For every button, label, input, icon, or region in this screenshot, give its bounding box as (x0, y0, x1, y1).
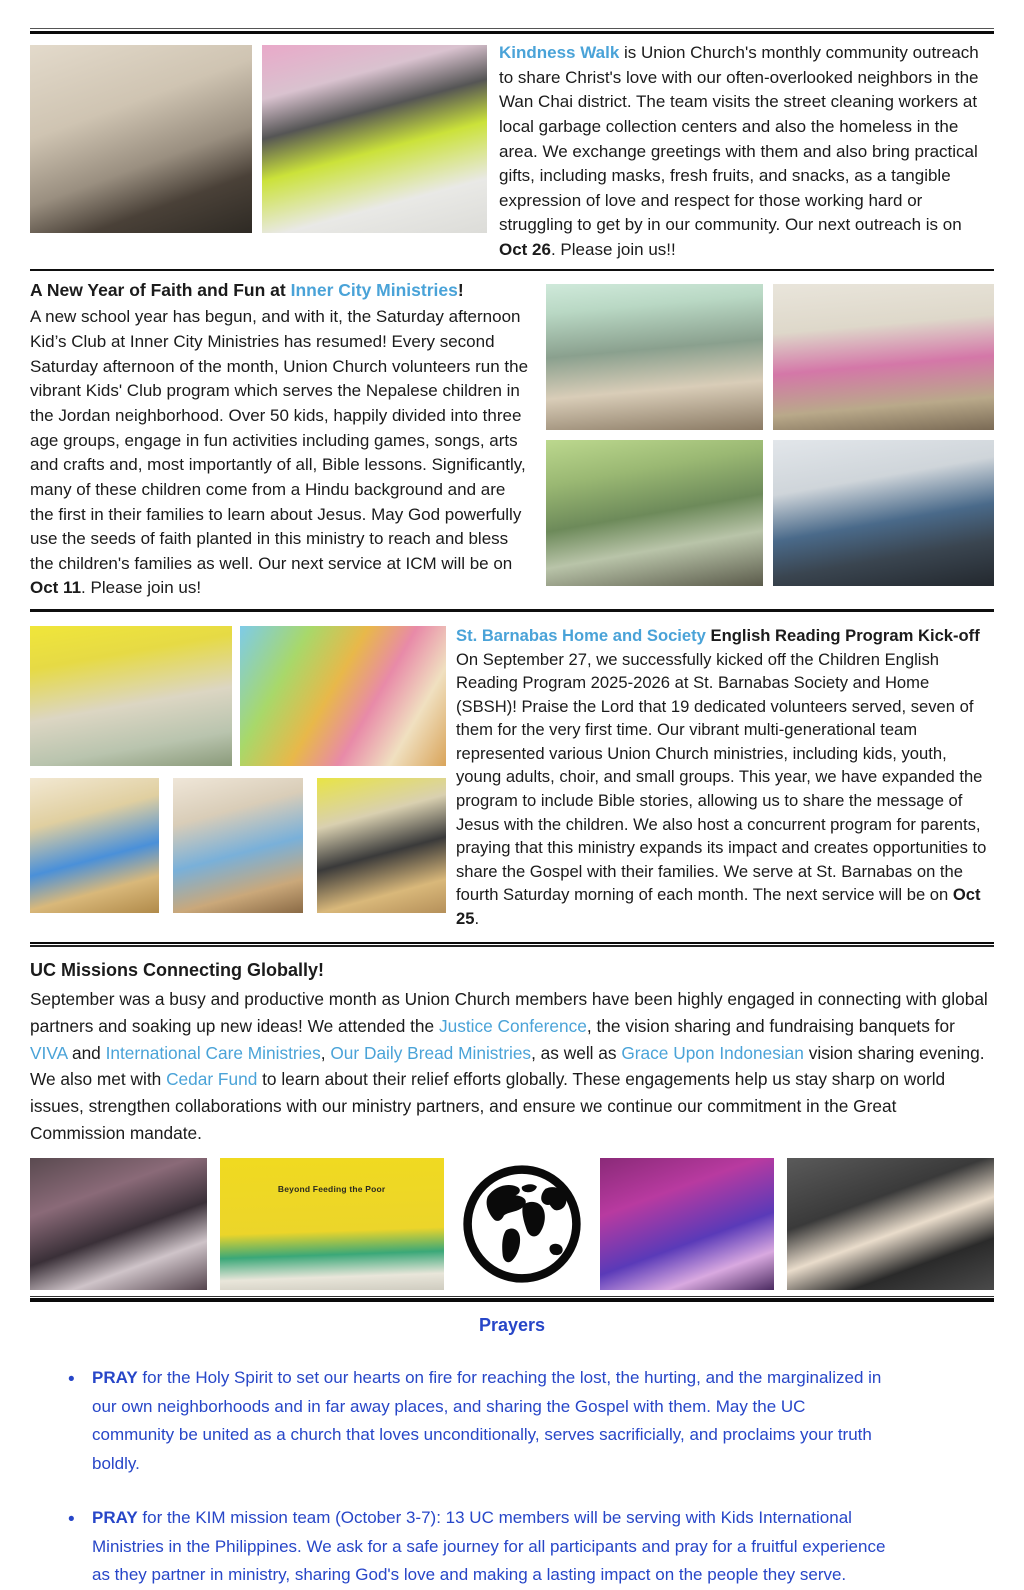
inner-city-ministries-link[interactable]: Inner City Ministries (290, 279, 458, 300)
icm-title (30, 279, 530, 303)
kindness-photo-volunteers (30, 45, 252, 233)
section-st-barnabas (30, 626, 994, 930)
text-segment: A new school year has begun, and with it, the Saturday afternoon Kid’s Club at Inner City Ministries has resumed! Every second Saturday afternoon of the month, Union Church volunteers run the vibrant Kids' Club program which serves the Nepalese children in the Jordan neighborhood. Over 50 kids, happily divided into three age groups, engage in fun activities including games, songs, arts and crafts and, most importantly of all, Bible lessons. Significantly, many of these children come from a Hindu background and are the first in their families to learn about Jesus. May God powerfully use the seeds of faith planted in this ministry to reach and bless the children's families as well. Our next service at ICM will be on (30, 307, 529, 573)
missions-photo-strip (30, 1158, 994, 1290)
icm-photo-table-group (773, 440, 994, 586)
barnabas-photo-stained-glass (240, 626, 446, 766)
section-divider-mid (30, 609, 994, 612)
barnabas-title (456, 624, 994, 648)
prayer-text: for the Holy Spirit to set our hearts on fire for reaching the lost, the hurting, and the marginalized in our own neighborhoods and in far away places, and sharing the Gospel with them. May the UC community be united as a church that loves unconditionally, serves sacrificially, and proclaims your truth boldly. (92, 1368, 882, 1473)
barnabas-photo-team (30, 626, 232, 766)
bottom-divider (30, 1296, 994, 1302)
icm-text-column (30, 279, 530, 601)
barnabas-photo-row-1 (30, 626, 446, 766)
text-segment: On September 27, we successfully kicked off the Children English Reading Program 2025-2026 at St. Barnabas Society and Home (SBSH)! Praise the Lord that 19 dedicated volunteers served, seven of them for the very first time. Our vibrant multi-generational team represented various Union Church ministries, including kids, youth, young adults, choir, and small groups. This year, we have expanded the program to include Bible stories, allowing us to share the message of Jesus with the children. We also host a concurrent program for parents, praying that this ministry expands its impact and creates opportunities to share the Gospel with their families. We serve at St. Barnabas on the fourth Saturday morning of each month. The next service will be on (456, 649, 987, 905)
icm-photo-kids-group-2 (773, 284, 994, 430)
st-barnabas-link[interactable]: St. Barnabas Home and Society (456, 626, 706, 646)
strip-photo-partners (787, 1158, 994, 1290)
prayer-lead: PRAY (92, 1368, 138, 1388)
text-segment: vision sharing evening. We also met with (30, 1042, 985, 1090)
section-divider-double (30, 942, 994, 948)
prayer-text: for the KIM mission team (October 3-7): 13 UC members will be serving with Kids International Ministries in the Philippines. We ask for a safe journey for all participants and pray for a fruitful experience as they partner in ministry, sharing God's love and making a lasting impact on the people they serve. (92, 1508, 886, 1585)
prayer-lead: PRAY (92, 1508, 138, 1528)
kindness-photo-street-worker (262, 45, 487, 233)
international-care-ministries-link[interactable]: International Care Ministries (105, 1042, 321, 1063)
section-uc-missions (30, 960, 994, 1146)
strip-photo-conference (600, 1158, 774, 1290)
text-segment: and (67, 1042, 106, 1063)
justice-conference-link[interactable]: Justice Conference (438, 1016, 587, 1037)
section-kindness-walk (30, 45, 994, 263)
prayer-item-holy-spirit (92, 1364, 892, 1478)
barnabas-photo-reading-1 (30, 778, 159, 913)
kindness-paragraph (497, 41, 994, 263)
text-segment: ! (457, 279, 464, 300)
top-divider (30, 28, 994, 34)
text-segment: Oct 26 (499, 240, 551, 260)
strip-photo-cedar-fund-wall (220, 1158, 445, 1290)
cedar-fund-link[interactable]: Cedar Fund (166, 1069, 258, 1090)
text-segment: English Reading Program Kick-off (705, 626, 980, 646)
icm-paragraph (30, 305, 530, 601)
text-segment: is Union Church's monthly community outreach to share Christ's love with our often-overlooked neighbors in the Wan Chai district. The team visits the street cleaning workers at local garbage collection centers and also the homeless in the area. We exchange greetings with them and also bring practical gifts, including masks, fresh fruits, and snacks, as a tangible expression of love and respect for those working hard or struggling to get by in our community. Our next outreach is on (499, 43, 979, 235)
grace-upon-indonesian-link[interactable]: Grace Upon Indonesian (621, 1042, 804, 1063)
barnabas-paragraph (456, 648, 994, 931)
globe-icon (457, 1158, 587, 1290)
section-inner-city-ministries (30, 279, 994, 601)
text-segment: to learn about their relief efforts globally. These engagements help us stay sharp on world issues, strengthen collaborations with our ministry partners, and ensure we continue our commitment in the Great Commission mandate. (30, 1069, 946, 1143)
text-segment: Oct 11 (30, 578, 82, 598)
missions-paragraph (30, 986, 994, 1146)
missions-title: UC Missions Connecting Globally! (30, 960, 325, 981)
prayers-list (30, 1364, 994, 1590)
icm-photo-kids-group-3 (546, 440, 763, 586)
cedar-fund-wall-text: Beyond Feeding the Poor (277, 1184, 386, 1195)
our-daily-bread-ministries-link[interactable]: Our Daily Bread Ministries (330, 1042, 532, 1063)
text-segment: , the vision sharing and fundraising banquets for (586, 1016, 955, 1037)
text-segment: , as well as (531, 1042, 622, 1063)
barnabas-photo-column (30, 626, 446, 930)
viva-link[interactable]: VIVA (30, 1042, 68, 1063)
prayer-item-kim-mission (92, 1504, 892, 1590)
icm-photo-grid (546, 284, 994, 601)
barnabas-photo-row-2 (30, 778, 446, 913)
text-segment: September was a busy and productive month as Union Church members have been highly engaged in connecting with global partners and soaking up new ideas! We attended the (30, 989, 988, 1037)
strip-photo-banquet (30, 1158, 207, 1290)
text-segment: Oct 25 (456, 885, 981, 928)
barnabas-text-column (456, 624, 994, 930)
kindness-photo-row (30, 45, 487, 233)
prayers-heading: Prayers (478, 1315, 546, 1336)
section-divider-thin (30, 269, 994, 271)
kindness-walk-link[interactable]: Kindness Walk (499, 43, 620, 62)
text-segment: , (320, 1042, 331, 1063)
text-segment: . Please join us!! (550, 240, 676, 260)
text-segment: . (474, 908, 480, 928)
newsletter-page (0, 28, 1024, 1590)
text-segment: . Please join us! (81, 578, 202, 598)
text-segment: A New Year of Faith and Fun at (30, 279, 291, 300)
barnabas-photo-reading-3 (317, 778, 446, 913)
barnabas-photo-reading-2 (173, 778, 302, 913)
icm-photo-kids-group-1 (546, 284, 763, 430)
